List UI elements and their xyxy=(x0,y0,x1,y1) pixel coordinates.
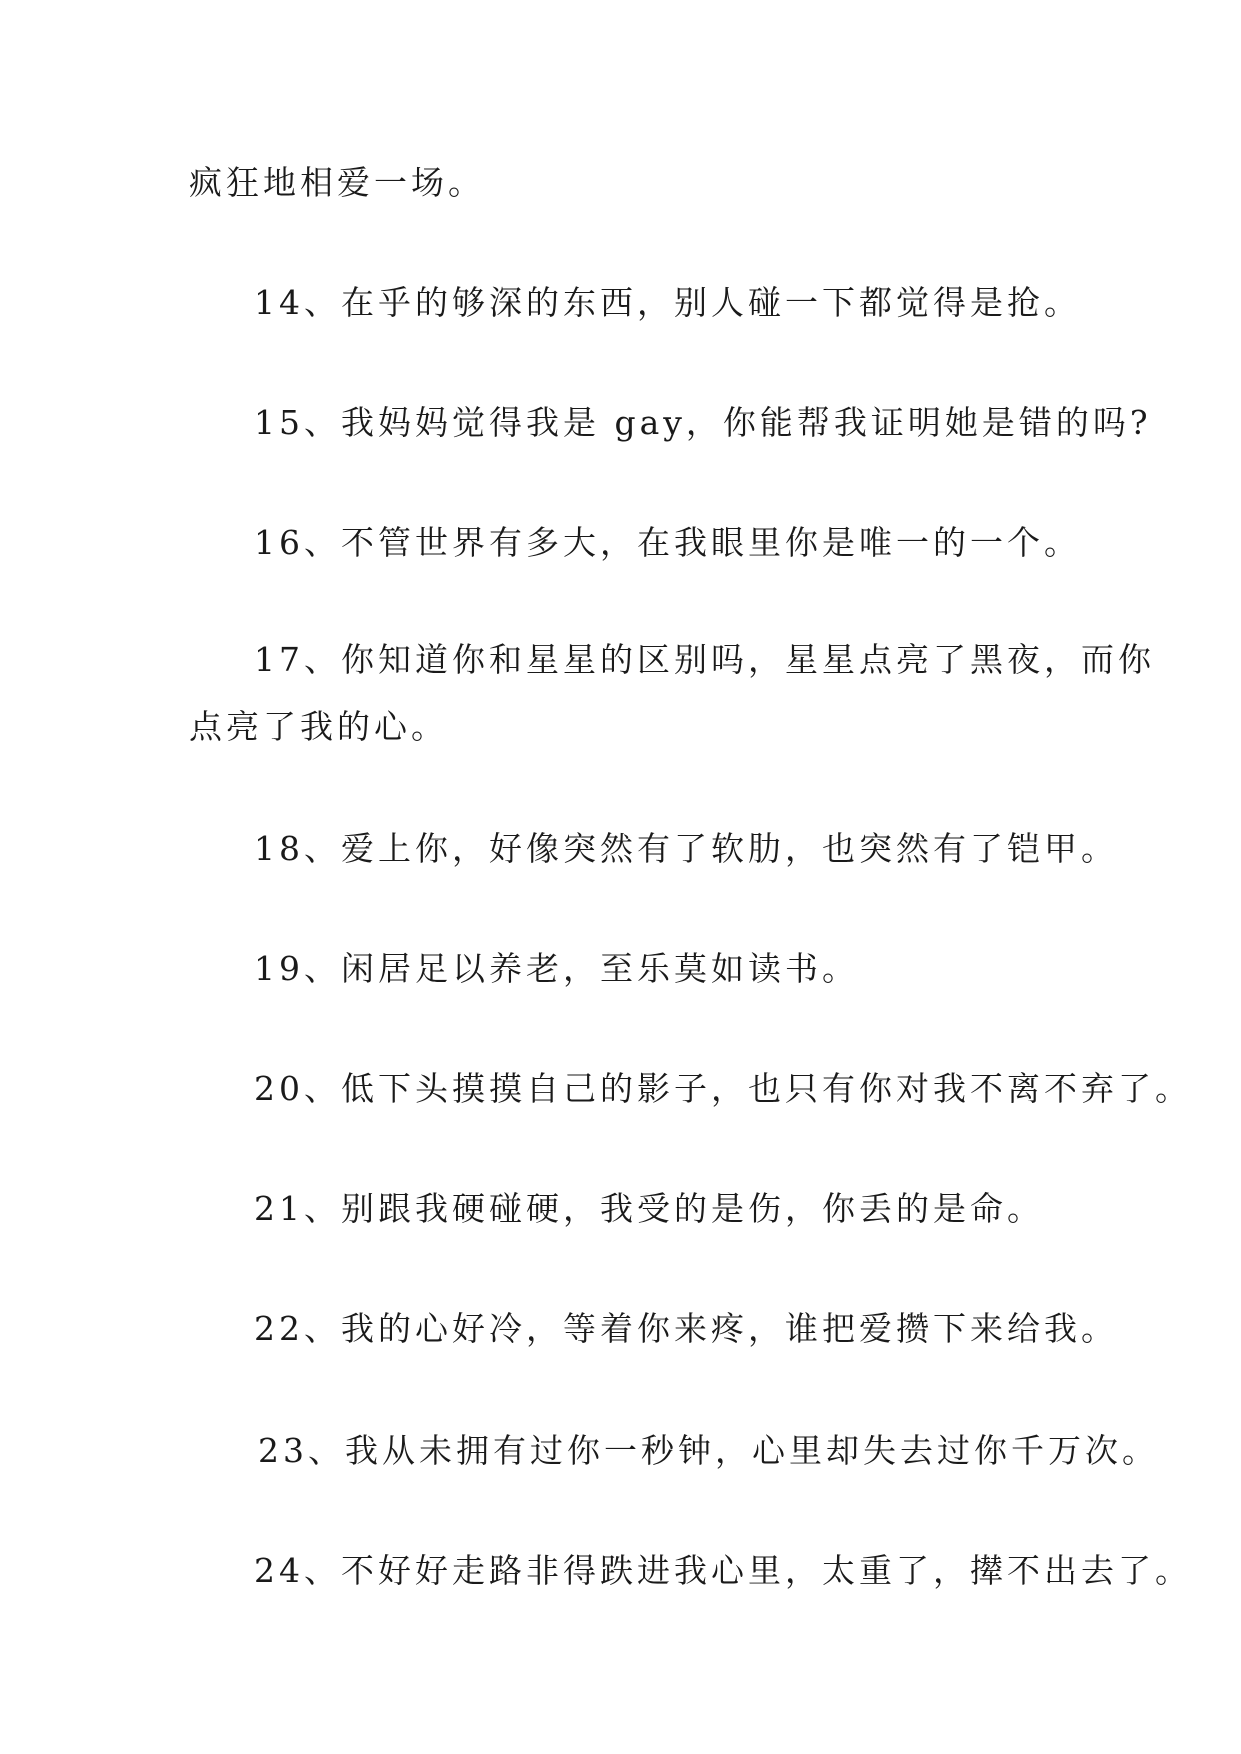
quote-24: 24、不好好走路非得跌进我心里，太重了，撵不出去了。 xyxy=(254,1551,1192,1590)
quote-20: 20、低下头摸摸自己的影子，也只有你对我不离不弃了。 xyxy=(254,1069,1192,1108)
quote-14: 14、在乎的够深的东西，别人碰一下都觉得是抢。 xyxy=(254,283,1081,322)
quote-23: 23、我从未拥有过你一秒钟，心里却失去过你千万次。 xyxy=(258,1431,1159,1470)
quote-16: 16、不管世界有多大，在我眼里你是唯一的一个。 xyxy=(254,523,1081,562)
quote-17-line-1: 17、你知道你和星星的区别吗，星星点亮了黑夜，而你 xyxy=(254,640,1155,679)
quote-17-line-2: 点亮了我的心。 xyxy=(189,707,448,746)
quote-21: 21、别跟我硬碰硬，我受的是伤，你丢的是命。 xyxy=(254,1189,1044,1228)
quote-19: 19、闲居足以养老，至乐莫如读书。 xyxy=(254,949,859,988)
quote-22: 22、我的心好冷，等着你来疼，谁把爱攒下来给我。 xyxy=(254,1309,1118,1348)
quote-15: 15、我妈妈觉得我是 gay，你能帮我证明她是错的吗? xyxy=(254,403,1152,442)
quote-18: 18、爱上你，好像突然有了软肋，也突然有了铠甲。 xyxy=(254,829,1118,868)
text-line: 疯狂地相爱一场。 xyxy=(189,163,485,202)
